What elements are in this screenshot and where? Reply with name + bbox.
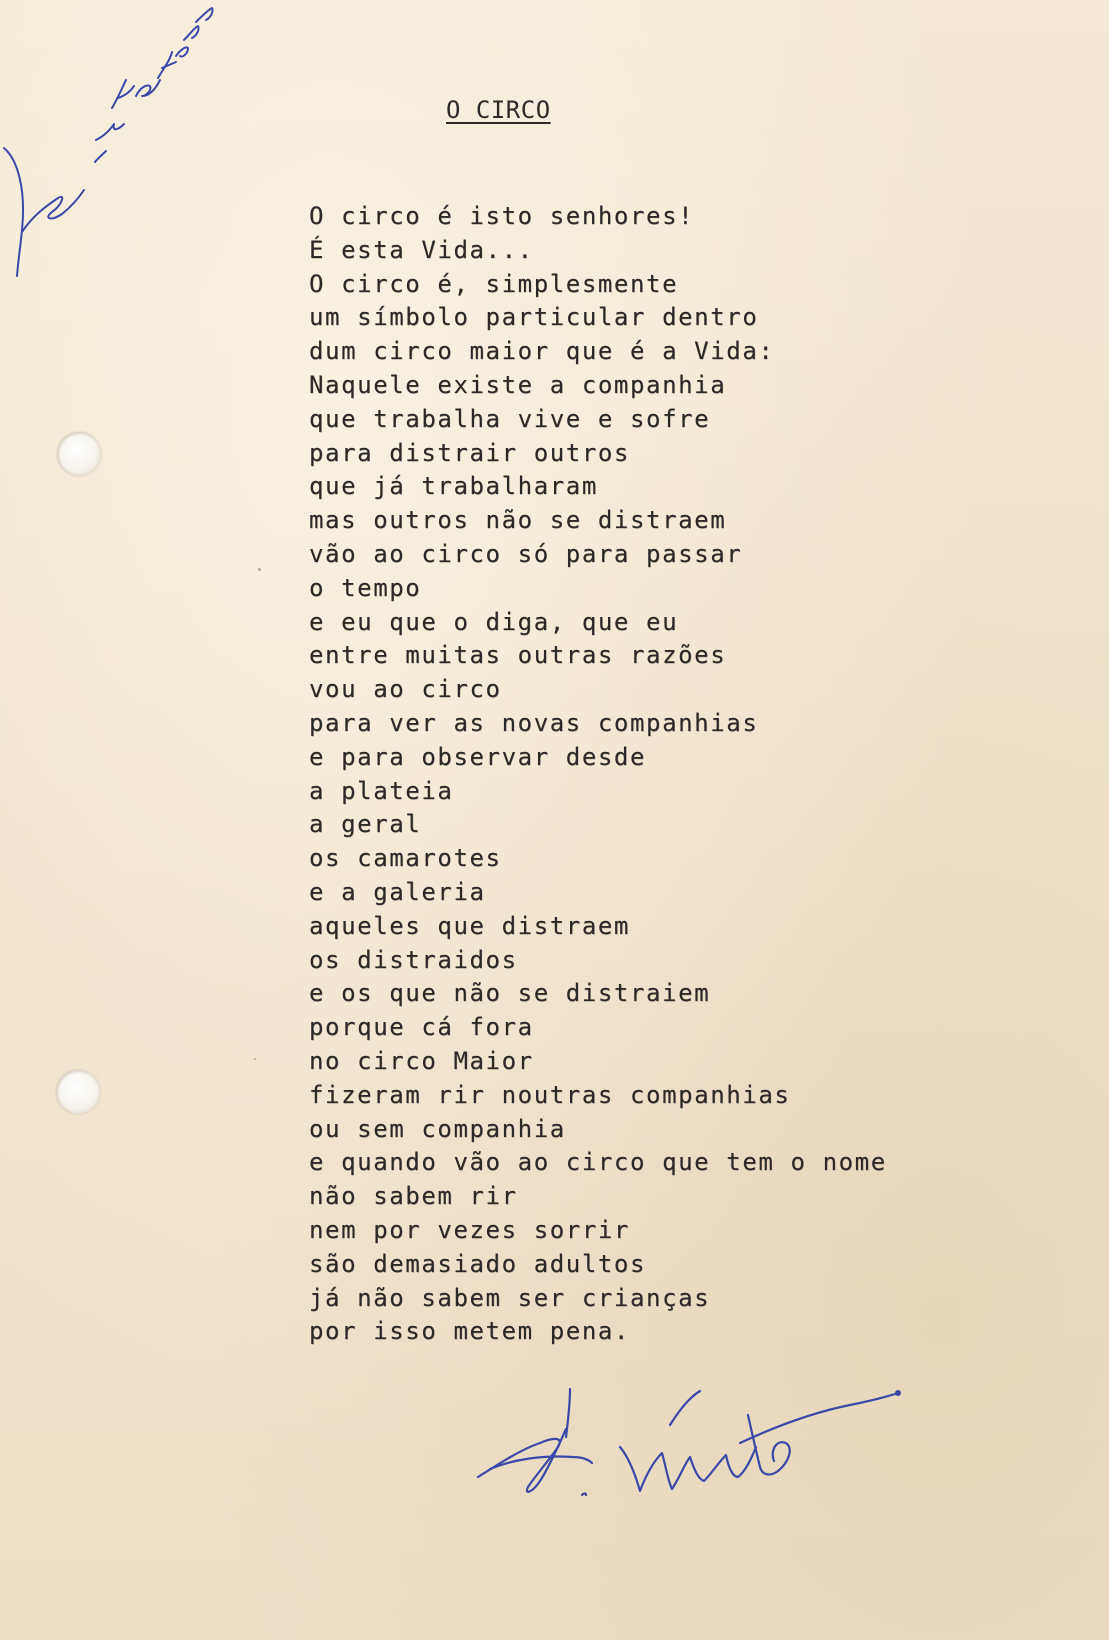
poem-line: porque cá fora xyxy=(309,1013,534,1042)
punch-hole xyxy=(57,432,101,476)
poem-line: ou sem companhia xyxy=(309,1114,566,1143)
poem-line: para distrair outros xyxy=(309,438,630,467)
poem-line: entre muitas outras razões xyxy=(309,641,727,670)
poem-line: O circo é, simplesmente xyxy=(309,269,679,298)
poem-line: aqueles que distraem xyxy=(309,911,630,940)
poem-line: e para observar desde xyxy=(309,742,647,771)
poem-line: a plateia xyxy=(309,776,454,805)
poem-line: e a galeria xyxy=(309,877,486,906)
poem-line: que já trabalharam xyxy=(309,472,598,501)
poem-line: vão ao circo só para passar xyxy=(309,539,743,568)
poem-body xyxy=(309,200,887,1349)
poem-line: no circo Maior xyxy=(309,1046,534,1075)
poem-line: dum circo maior que é a Vida: xyxy=(309,337,775,366)
poem-line: são demasiado adultos xyxy=(309,1249,647,1278)
poem-line: vou ao circo xyxy=(309,675,502,704)
paper-speck xyxy=(254,1058,256,1060)
poem-line: e eu que o diga, que eu xyxy=(309,607,679,636)
paper-speck xyxy=(258,568,261,571)
poem-line: por isso metem pena. xyxy=(309,1317,630,1346)
poem-line: e quando vão ao circo que tem o nome xyxy=(309,1148,887,1177)
poem-title: O CIRCO xyxy=(446,96,551,124)
poem-line: Naquele existe a companhia xyxy=(309,370,727,399)
poem-line: e os que não se distraiem xyxy=(309,979,711,1008)
handwritten-margin-note xyxy=(0,0,220,290)
poem-line: que trabalha vive e sofre xyxy=(309,404,711,433)
poem-line: para ver as novas companhias xyxy=(309,708,759,737)
poem-line: os distraidos xyxy=(309,945,518,974)
poem-line: não sabem rir xyxy=(309,1182,518,1211)
poem-line: O circo é isto senhores! xyxy=(309,202,695,230)
poem-line: É esta Vida... xyxy=(309,235,534,264)
poem-line: nem por vezes sorrir xyxy=(309,1215,630,1244)
poem-line: os camarotes xyxy=(309,844,502,873)
poem-line: mas outros não se distraem xyxy=(309,506,727,535)
poem-line: o tempo xyxy=(309,573,422,602)
poem-line: a geral xyxy=(309,810,422,839)
handwritten-signature xyxy=(470,1385,910,1515)
poem-line: um símbolo particular dentro xyxy=(309,303,759,332)
poem-line: já não sabem ser crianças xyxy=(309,1283,711,1312)
poem-line: fizeram rir noutras companhias xyxy=(309,1080,791,1109)
punch-hole xyxy=(56,1070,100,1114)
